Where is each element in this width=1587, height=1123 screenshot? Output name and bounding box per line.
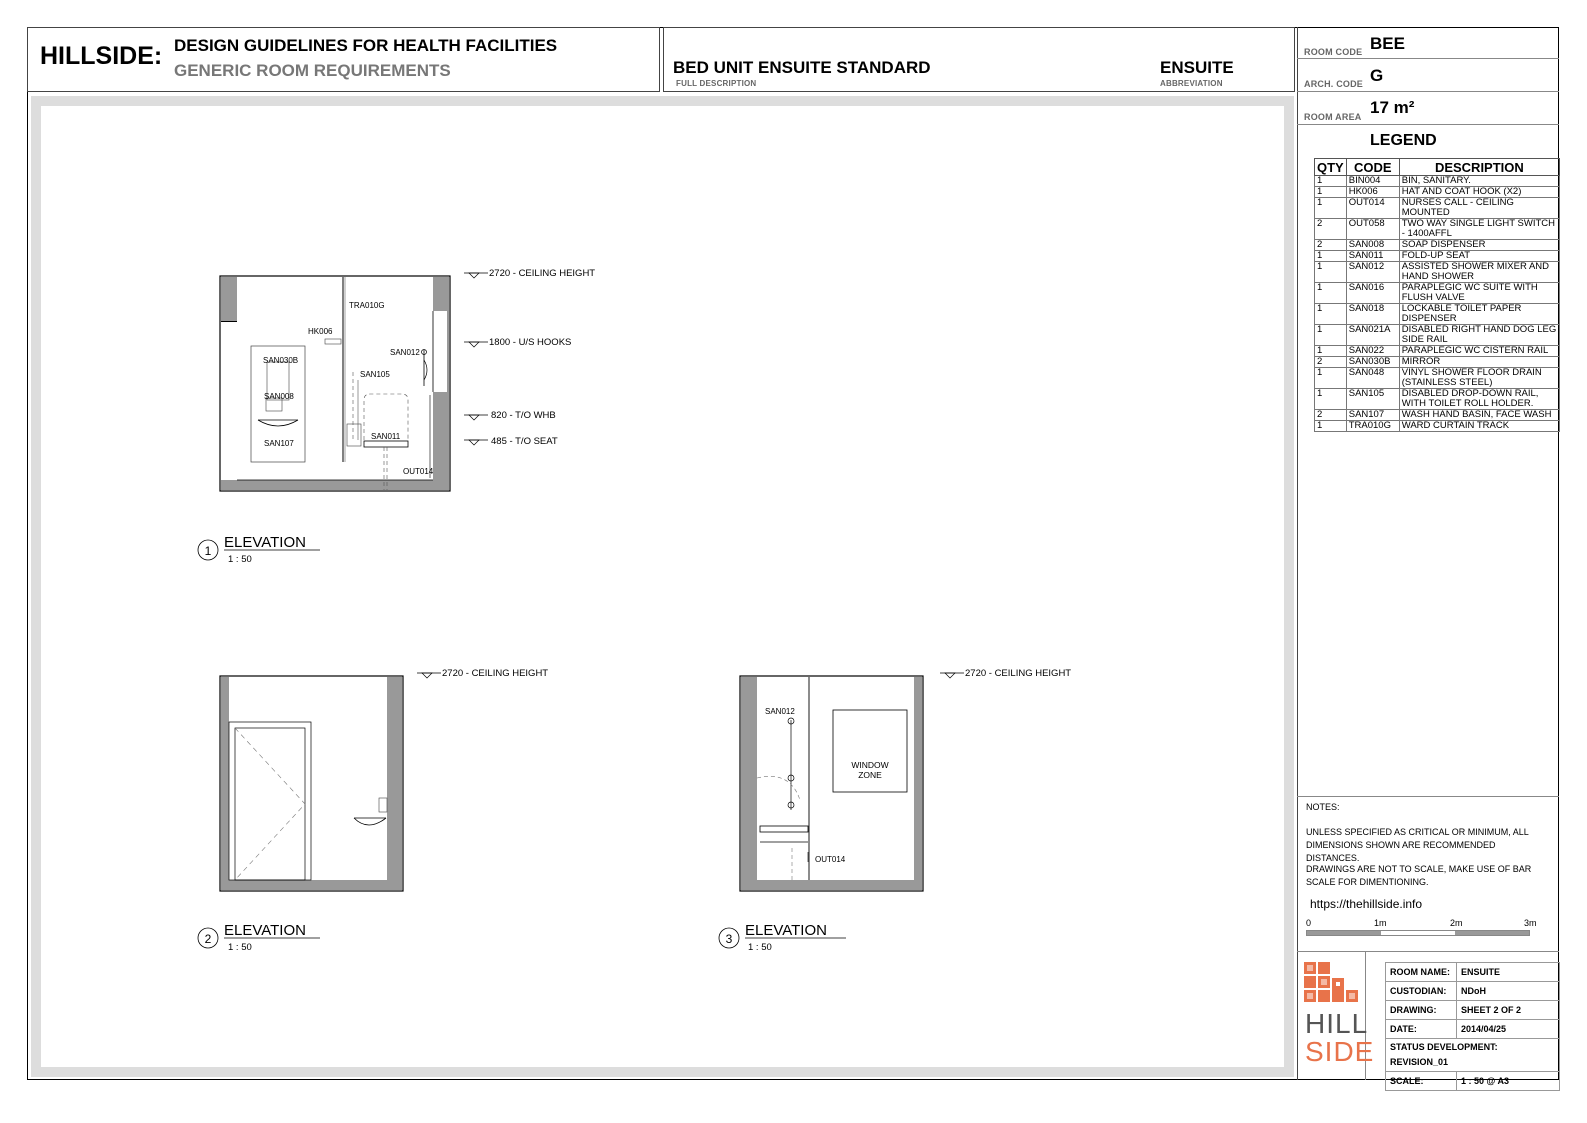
- title-block-value: 2014/04/25: [1457, 1020, 1560, 1039]
- legend-description: FOLD-UP SEAT: [1399, 251, 1559, 262]
- legend-qty: 1: [1315, 187, 1347, 198]
- legend-row: [1315, 198, 1560, 219]
- window-zone-line-1: WINDOW: [851, 760, 889, 770]
- legend-row: [1315, 262, 1560, 283]
- elevation-1-drawing: [198, 268, 595, 565]
- legend-qty: 1: [1315, 251, 1347, 262]
- scale-tick-0: 0: [1306, 918, 1312, 928]
- svg-text:ELEVATION: ELEVATION: [224, 922, 306, 939]
- svg-text:1: 1: [204, 544, 212, 558]
- legend-qty: 1: [1315, 198, 1347, 219]
- legend-qty: 1: [1315, 262, 1347, 283]
- legend-qty: 1: [1315, 421, 1347, 432]
- document-title: DESIGN GUIDELINES FOR HEALTH FACILITIES: [174, 36, 558, 55]
- svg-text:485 - T/O SEAT: 485 - T/O SEAT: [491, 436, 558, 447]
- arch-code-label: ARCH. CODE: [1304, 79, 1364, 89]
- legend-code: OUT058: [1346, 219, 1399, 240]
- title-block-label: DRAWING:: [1386, 1001, 1457, 1020]
- legend-code: BIN004: [1346, 176, 1399, 187]
- title-block-label: ROOM NAME:: [1386, 963, 1457, 982]
- svg-text:2720 - CEILING HEIGHT: 2720 - CEILING HEIGHT: [965, 668, 1072, 679]
- legend-description: VINYL SHOWER FLOOR DRAIN (STAINLESS STEEL): [1399, 368, 1559, 389]
- elevation-3-drawing: [719, 668, 1071, 953]
- legend-code: SAN048: [1346, 368, 1399, 389]
- website-link[interactable]: https://thehillside.info: [1310, 897, 1423, 911]
- brand-title: HILLSIDE:: [40, 42, 163, 70]
- legend-qty: 2: [1315, 240, 1347, 251]
- room-area: 17 m²: [1370, 98, 1415, 117]
- legend-qty: 1: [1315, 368, 1347, 389]
- legend-code: SAN021A: [1346, 325, 1399, 346]
- legend-row: [1315, 176, 1560, 187]
- status-value: REVISION_01: [1390, 1057, 1449, 1067]
- abbreviation-label: ABBREVIATION: [1160, 79, 1223, 88]
- legend-table: [1314, 158, 1560, 432]
- scale-tick-1m: 1m: [1374, 918, 1387, 928]
- legend-description: TWO WAY SINGLE LIGHT SWITCH - 1400AFFL: [1399, 219, 1559, 240]
- legend-row: [1315, 357, 1560, 368]
- scale-label: SCALE:: [1386, 1072, 1457, 1091]
- legend-row: [1315, 240, 1560, 251]
- title-block-table: [1385, 962, 1560, 1091]
- note-1: UNLESS SPECIFIED AS CRITICAL OR MINIMUM, ALL DIMENSIONS SHOWN ARE RECOMMENDED DISTANCES.: [1306, 827, 1529, 863]
- notes-heading: NOTES:: [1306, 802, 1340, 812]
- svg-text:SAN008: SAN008: [264, 392, 294, 401]
- arch-code: G: [1370, 66, 1384, 85]
- room-area-label: ROOM AREA: [1304, 112, 1362, 122]
- note-2: DRAWINGS ARE NOT TO SCALE, MAKE USE OF BAR SCALE FOR DIMENTIONING.: [1306, 864, 1532, 887]
- svg-text:HK006: HK006: [308, 327, 333, 336]
- legend-description: LOCKABLE TOILET PAPER DISPENSER: [1399, 304, 1559, 325]
- svg-text:OUT014: OUT014: [403, 467, 434, 476]
- legend-qty: 1: [1315, 283, 1347, 304]
- legend-row: [1315, 368, 1560, 389]
- legend-description: HAT AND COAT HOOK (X2): [1399, 187, 1559, 198]
- svg-text:1 : 50: 1 : 50: [228, 554, 252, 565]
- room-code: BEE: [1370, 34, 1405, 53]
- scale-bar: [1306, 930, 1530, 936]
- svg-text:SAN030B: SAN030B: [263, 356, 299, 365]
- legend-description: DISABLED DROP-DOWN RAIL, WITH TOILET ROLL HOLDER.: [1399, 389, 1559, 410]
- legend-qty: 1: [1315, 346, 1347, 357]
- title-block-row: [1386, 1020, 1560, 1039]
- svg-text:SAN107: SAN107: [264, 439, 294, 448]
- svg-text:1 : 50: 1 : 50: [228, 942, 252, 953]
- legend-row: [1315, 283, 1560, 304]
- scale-value: 1 : 50 @ A3: [1457, 1072, 1560, 1091]
- legend-code: SAN012: [1346, 262, 1399, 283]
- legend-row: [1315, 304, 1560, 325]
- window-zone-line-2: ZONE: [858, 770, 882, 780]
- legend-code: SAN016: [1346, 283, 1399, 304]
- full-description-label: FULL DESCRIPTION: [676, 79, 757, 88]
- legend-header-code: CODE: [1346, 159, 1399, 176]
- legend-qty: 1: [1315, 176, 1347, 187]
- legend-header-qty: QTY: [1315, 159, 1347, 176]
- legend-code: SAN030B: [1346, 357, 1399, 368]
- legend-row: [1315, 219, 1560, 240]
- legend-qty: 2: [1315, 357, 1347, 368]
- status-label: STATUS DEVELOPMENT:: [1390, 1042, 1498, 1052]
- legend-code: SAN011: [1346, 251, 1399, 262]
- legend-row: [1315, 325, 1560, 346]
- title-block-label: CUSTODIAN:: [1386, 982, 1457, 1001]
- legend-code: SAN105: [1346, 389, 1399, 410]
- legend-qty: 1: [1315, 304, 1347, 325]
- legend-code: TRA010G: [1346, 421, 1399, 432]
- title-block-label: DATE:: [1386, 1020, 1457, 1039]
- scale-tick-3m: 3m: [1524, 918, 1537, 928]
- legend-description: PARAPLEGIC WC SUITE WITH FLUSH VALVE: [1399, 283, 1559, 304]
- title-block-value: ENSUITE: [1457, 963, 1560, 982]
- svg-text:3: 3: [725, 932, 733, 946]
- svg-text:ELEVATION: ELEVATION: [224, 534, 306, 551]
- legend-row: [1315, 389, 1560, 410]
- legend-header-description: DESCRIPTION: [1399, 159, 1559, 176]
- full-description: BED UNIT ENSUITE STANDARD: [673, 58, 931, 77]
- legend-title: LEGEND: [1370, 132, 1437, 149]
- svg-text:SAN012: SAN012: [765, 707, 795, 716]
- room-code-label: ROOM CODE: [1304, 47, 1363, 57]
- legend-code: SAN107: [1346, 410, 1399, 421]
- legend-row: [1315, 251, 1560, 262]
- title-block-value: NDoH: [1457, 982, 1560, 1001]
- svg-text:1800 - U/S HOOKS: 1800 - U/S HOOKS: [489, 337, 572, 348]
- svg-text:SAN105: SAN105: [360, 370, 390, 379]
- svg-text:820 - T/O WHB: 820 - T/O WHB: [491, 410, 556, 421]
- legend-description: WASH HAND BASIN, FACE WASH: [1399, 410, 1559, 421]
- legend-description: BIN, SANITARY.: [1399, 176, 1559, 187]
- legend-qty: 2: [1315, 410, 1347, 421]
- svg-text:2720 - CEILING HEIGHT: 2720 - CEILING HEIGHT: [442, 668, 549, 679]
- legend-row: [1315, 410, 1560, 421]
- legend-description: PARAPLEGIC WC CISTERN RAIL: [1399, 346, 1559, 357]
- legend-row: [1315, 187, 1560, 198]
- legend-description: NURSES CALL - CEILING MOUNTED: [1399, 198, 1559, 219]
- svg-text:1 : 50: 1 : 50: [748, 942, 772, 953]
- svg-text:SAN011: SAN011: [371, 432, 401, 441]
- svg-text:2: 2: [204, 932, 212, 946]
- legend-code: OUT014: [1346, 198, 1399, 219]
- svg-text:ELEVATION: ELEVATION: [745, 922, 827, 939]
- title-block-row: [1386, 963, 1560, 982]
- svg-text:2720 - CEILING HEIGHT: 2720 - CEILING HEIGHT: [489, 268, 596, 279]
- legend-qty: 1: [1315, 389, 1347, 410]
- title-block-row: [1386, 1001, 1560, 1020]
- logo-text-top: HILL: [1305, 1008, 1369, 1039]
- legend-description: DISABLED RIGHT HAND DOG LEG SIDE RAIL: [1399, 325, 1559, 346]
- abbreviation: ENSUITE: [1160, 58, 1234, 77]
- document-subtitle: GENERIC ROOM REQUIREMENTS: [174, 61, 451, 80]
- legend-qty: 2: [1315, 219, 1347, 240]
- legend-description: MIRROR: [1399, 357, 1559, 368]
- title-block-row: [1386, 982, 1560, 1001]
- svg-text:TRA010G: TRA010G: [349, 301, 385, 310]
- scale-tick-2m: 2m: [1450, 918, 1463, 928]
- logo-text-bottom: SIDE: [1305, 1036, 1375, 1067]
- legend-row: [1315, 421, 1560, 432]
- legend-qty: 1: [1315, 325, 1347, 346]
- elevation-2-drawing: [198, 668, 548, 953]
- legend-code: SAN018: [1346, 304, 1399, 325]
- legend-description: WARD CURTAIN TRACK: [1399, 421, 1559, 432]
- legend-code: SAN008: [1346, 240, 1399, 251]
- title-block-value: SHEET 2 OF 2: [1457, 1001, 1560, 1020]
- legend-description: ASSISTED SHOWER MIXER AND HAND SHOWER: [1399, 262, 1559, 283]
- legend-code: SAN022: [1346, 346, 1399, 357]
- legend-code: HK006: [1346, 187, 1399, 198]
- legend-row: [1315, 346, 1560, 357]
- svg-text:OUT014: OUT014: [815, 855, 846, 864]
- svg-text:SAN012: SAN012: [390, 348, 420, 357]
- legend-description: SOAP DISPENSER: [1399, 240, 1559, 251]
